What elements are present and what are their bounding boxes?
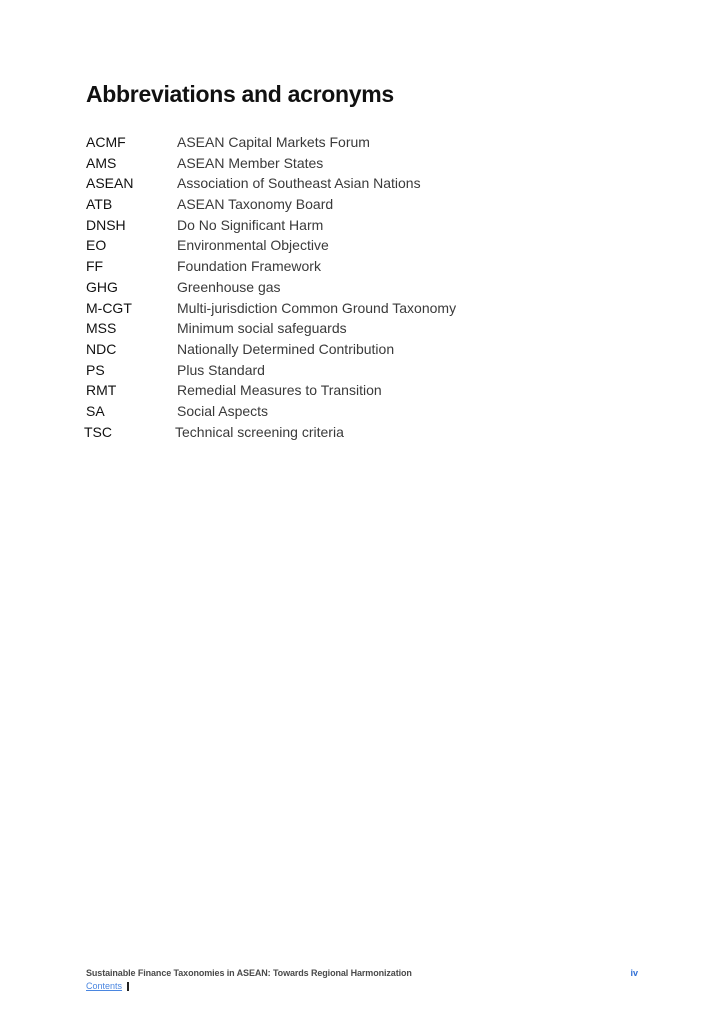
page-footer	[86, 968, 638, 991]
abbreviation-definition: Social Aspects	[177, 402, 269, 419]
abbreviation-term: EO	[86, 237, 107, 254]
abbreviation-definition: ASEAN Capital Markets Forum	[177, 134, 370, 150]
abbreviation-row	[86, 382, 646, 403]
abbreviation-row	[86, 320, 646, 341]
abbreviation-definition: Greenhouse gas	[177, 278, 281, 295]
footer-nav	[86, 981, 638, 991]
abbreviation-term: GHG	[86, 278, 118, 295]
abbreviation-term: FF	[86, 258, 104, 275]
footer-separator	[127, 982, 129, 991]
abbreviation-row	[86, 403, 646, 424]
abbreviation-row	[86, 341, 646, 362]
abbreviation-row	[86, 237, 646, 258]
abbreviation-row	[84, 424, 646, 445]
abbreviation-definition: Do No Significant Harm	[177, 216, 324, 233]
contents-link[interactable]: Contents	[86, 981, 123, 991]
abbreviation-definition: ASEAN Taxonomy Board	[177, 196, 334, 213]
abbreviation-row	[86, 300, 646, 321]
abbreviation-row	[86, 258, 646, 279]
abbreviation-definition: Technical screening criteria	[175, 423, 344, 440]
abbreviation-term: PS	[86, 361, 105, 378]
footer-document-title: Sustainable Finance Taxonomies in ASEAN: Towards Regional Harmonization	[86, 968, 412, 978]
abbreviation-term: NDC	[86, 340, 117, 357]
abbreviation-definition: Association of Southeast Asian Nations	[177, 175, 421, 192]
footer-page-number: iv	[630, 968, 638, 978]
abbreviation-definition: Multi-jurisdiction Common Ground Taxonomy	[177, 299, 457, 316]
abbreviation-definition: Nationally Determined Contribution	[177, 340, 395, 357]
abbreviation-definition: Plus Standard	[177, 361, 265, 378]
abbreviation-term: ATB	[86, 196, 113, 213]
abbreviation-row	[86, 134, 646, 155]
abbreviation-row	[86, 217, 646, 238]
abbreviation-term: DNSH	[86, 216, 126, 233]
abbreviation-term: ASEAN	[86, 175, 134, 192]
abbreviation-definition: Foundation Framework	[177, 258, 321, 275]
abbreviation-term: M-CGT	[86, 299, 132, 316]
abbreviation-term: SA	[86, 402, 105, 419]
abbreviation-row	[86, 155, 646, 176]
abbreviation-term: ACMF	[86, 134, 126, 150]
abbreviation-list	[86, 134, 646, 444]
abbreviation-row	[86, 175, 646, 196]
abbreviation-row	[86, 279, 646, 300]
abbreviation-term: RMT	[86, 382, 117, 399]
abbreviation-term: TSC	[84, 423, 112, 440]
abbreviation-row	[86, 362, 646, 383]
abbreviation-row	[86, 196, 646, 217]
page-title: Abbreviations and acronyms	[86, 81, 394, 107]
abbreviation-definition: Environmental Objective	[177, 237, 329, 254]
abbreviation-definition: ASEAN Member States	[177, 154, 324, 171]
abbreviation-term: MSS	[86, 320, 117, 337]
abbreviation-term: AMS	[86, 154, 117, 171]
abbreviation-definition: Minimum social safeguards	[177, 320, 347, 337]
abbreviation-definition: Remedial Measures to Transition	[177, 382, 382, 399]
